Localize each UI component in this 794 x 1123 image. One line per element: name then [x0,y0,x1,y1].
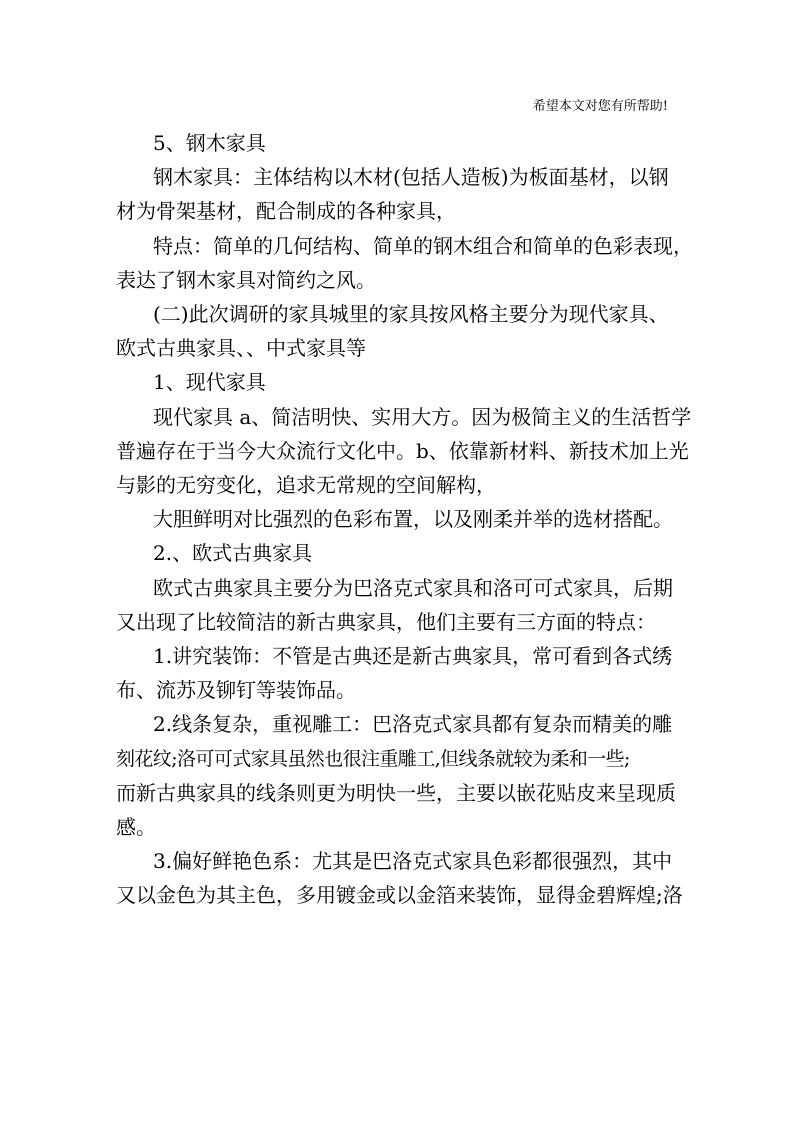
body-line: 欧式古典家具、、中式家具等 [116,336,366,361]
body-line: 钢木家具：主体结构以木材(包括人造板)为板面基材，以钢 [153,165,669,190]
body-line: 又出现了比较简洁的新古典家具，他们主要有三方面的特点： [116,609,656,634]
body-line: 布、流苏及铆钉等装饰品。 [116,678,356,703]
body-line: (二)此次调研的家具城里的家具按风格主要分为现代家具、 [153,302,669,327]
body-line: 现代家具 a、简洁明快、实用大方。因为极简主义的生活哲学 [153,404,692,429]
body-line: 大胆鲜明对比强烈的色彩布置，以及刚柔并举的选材搭配。 [153,507,673,532]
body-line: 刻花纹;洛可可式家具虽然也很注重雕工,但线条就较为柔和一些; [116,747,630,770]
body-line: 3.偏好鲜艳色系：尤其是巴洛克式家具色彩都很强烈，其中 [153,849,673,874]
document-body [116,126,693,913]
body-line: 5、钢木家具 [153,131,266,155]
body-line: 而新古典家具的线条则更为明快一些，主要以嵌花贴皮来呈现质 [116,780,676,805]
body-line: 又以金色为其主色，多用镀金或以金箔来装饰，显得金碧辉煌;洛 [116,883,683,908]
body-line: 1.讲究装饰：不管是古典还是新古典家具，常可看到各式绣 [153,644,673,669]
body-line: 欧式古典家具主要分为巴洛克式家具和洛可可式家具，后期 [153,575,673,600]
header-note: 希望本文对您有所帮助! [532,99,668,114]
body-line: 与影的无穷变化，追求无常规的空间解构， [116,473,496,498]
body-line: 普遍存在于当今大众流行文化中。b、依靠新材料、新技术加上光 [116,438,689,463]
body-line: 2.线条复杂，重视雕工：巴洛克式家具都有复杂而精美的雕 [153,712,673,737]
body-line: 1、现代家具 [153,370,266,395]
body-line: 材为骨架基材，配合制成的各种家具， [116,199,456,224]
body-line: 感。 [116,815,156,840]
body-line: 2.、欧式古典家具 [153,541,313,566]
body-line: 表达了钢木家具对简约之风。 [116,267,376,292]
body-line: 特点：简单的几何结构、简单的钢木组合和简单的色彩表现， [153,233,693,258]
